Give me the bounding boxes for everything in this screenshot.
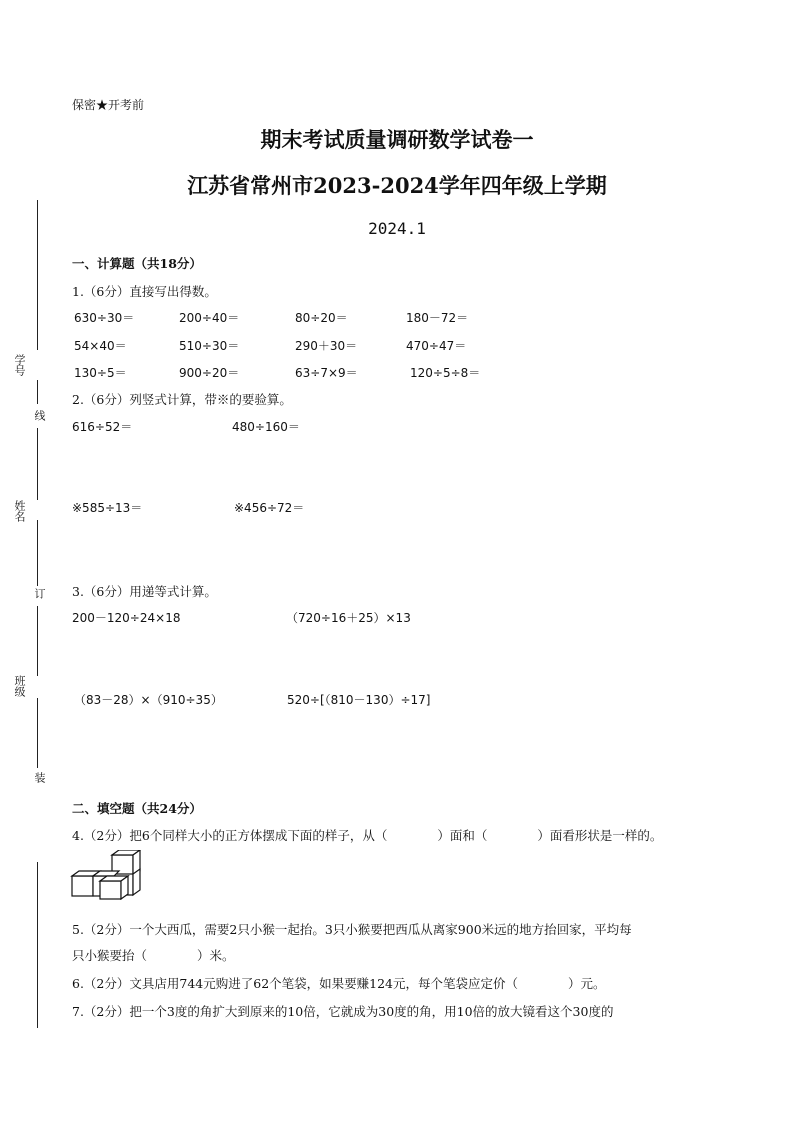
section-1-heading: 一、计算题（共18分） <box>72 256 202 271</box>
secret-label: 保密★开考前 <box>72 98 145 112</box>
binding-label-line: 线 <box>33 410 46 421</box>
exam-date: 2024.1 <box>368 219 426 238</box>
section-2-heading: 二、填空题（共24分） <box>72 801 202 816</box>
calc-r2c2: 510÷30＝ <box>179 339 240 353</box>
calc-r1c4: 180－72＝ <box>406 311 469 325</box>
question-2-text: 2.（6分）列竖式计算，带※的要验算。 <box>72 392 292 407</box>
cube-stack-figure <box>70 850 142 900</box>
calc-r1c3: 80÷20＝ <box>295 311 348 325</box>
question-6-text: 6.（2分）文具店用744元购进了62个笔袋，如果要赚124元，每个笔袋应定价（ ）元。 <box>72 976 606 991</box>
binding-line-3 <box>37 428 38 500</box>
binding-label-order: 订 <box>33 588 46 599</box>
binding-line-2 <box>37 380 38 404</box>
binding-line-6 <box>37 698 38 768</box>
question-5-line-2: 只小猴要抬（ ）米。 <box>72 948 235 963</box>
division-item-1: 616÷52＝ <box>72 420 133 434</box>
question-7-text: 7.（2分）把一个3度的角扩大到原来的10倍，它就成为30度的角，用10倍的放大镜看这个30度的 <box>72 1004 614 1019</box>
calc-r1c2: 200÷40＝ <box>179 311 240 325</box>
binding-line-7 <box>37 862 38 1028</box>
calc-r1c1: 630÷30＝ <box>74 311 135 325</box>
calc-r2c4: 470÷47＝ <box>406 339 467 353</box>
calc-r3c2: 900÷20＝ <box>179 366 240 380</box>
stepwise-item-4: 520÷[（810－130）÷17] <box>287 693 431 707</box>
exam-title: 期末考试质量调研数学试卷一 <box>260 127 534 152</box>
stepwise-item-3: （83－28）×（910÷35） <box>74 693 223 707</box>
binding-label-class: 班级 <box>13 675 26 697</box>
division-item-4: ※456÷72＝ <box>234 501 305 515</box>
binding-line-4 <box>37 520 38 586</box>
exam-subtitle: 江苏省常州市2023-2024学年四年级上学期 <box>187 173 607 198</box>
binding-line-5 <box>37 606 38 676</box>
binding-label-name: 姓名 <box>13 500 26 522</box>
question-5-line-1: 5.（2分）一个大西瓜，需要2只小猴一起抬。3只小猴要把西瓜从离家900米远的地方抬回家，平均每 <box>72 922 632 937</box>
calc-r2c1: 54×40＝ <box>74 339 127 353</box>
calc-r3c4: 120÷5÷8＝ <box>410 366 481 380</box>
question-1-text: 1.（6分）直接写出得数。 <box>72 284 217 299</box>
division-item-3: ※585÷13＝ <box>72 501 143 515</box>
calc-r3c1: 130÷5＝ <box>74 366 127 380</box>
calc-r3c3: 63÷7×9＝ <box>295 366 358 380</box>
stepwise-item-1: 200－120÷24×18 <box>72 611 181 625</box>
calc-r2c3: 290＋30＝ <box>295 339 358 353</box>
question-3-text: 3.（6分）用递等式计算。 <box>72 584 217 599</box>
question-4-text: 4.（2分）把6个同样大小的正方体摆成下面的样子，从（ ）面和（ ）面看形状是一样的。 <box>72 828 663 843</box>
stepwise-item-2: （720÷16＋25）×13 <box>286 611 411 625</box>
binding-label-bind: 装 <box>33 772 46 783</box>
division-item-2: 480÷160＝ <box>232 420 300 434</box>
binding-label-student-id: 学号 <box>13 354 26 376</box>
